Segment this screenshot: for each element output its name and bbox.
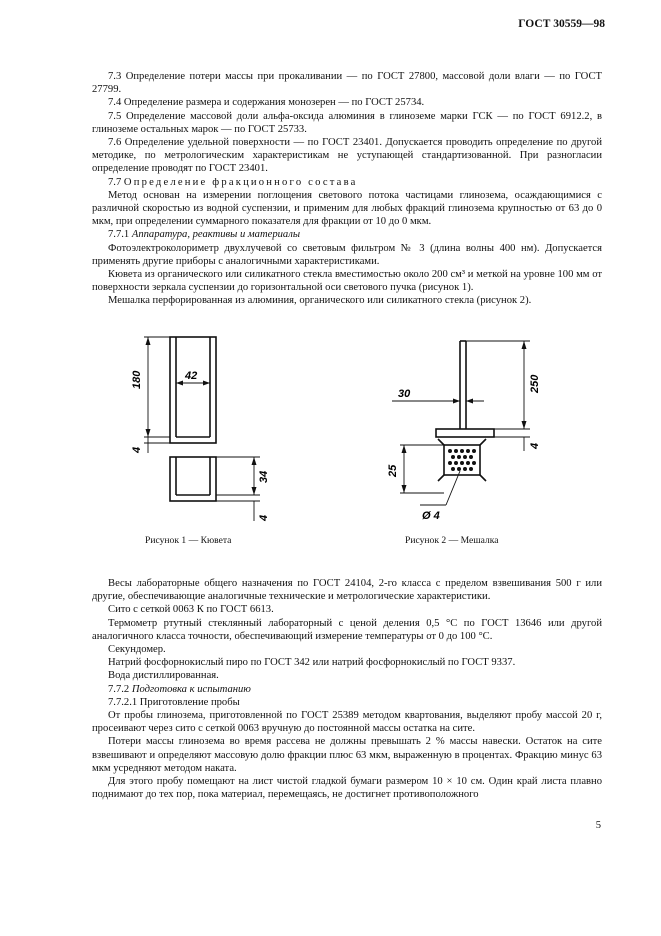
subsection-7-7-2-heading xyxy=(92,683,602,696)
subsection-7-7-2-number: 7.7.2 xyxy=(108,683,130,695)
paragraph-paper-sheet: Для этого пробу помещают на лист чистой гладкой бумаги размером 10 × 10 см. Один край листа плавно поднимают до тех пор, пока материал, перемещаясь, не достигнет противоположного xyxy=(92,776,602,801)
figure-1-dim-width: 42 xyxy=(185,370,198,382)
subsection-7-7-1-number: 7.7.1 xyxy=(108,229,130,241)
top-text-block xyxy=(92,70,602,308)
figure-1-cuvette-drawing xyxy=(120,325,280,530)
section-7-7-number: 7.7 xyxy=(108,176,122,188)
figure-1-dim-bottom: 34 xyxy=(258,470,270,483)
figure-2-dim-plate: 25 xyxy=(387,464,399,477)
figure-1-dim-base: 4 xyxy=(131,446,143,453)
paragraph-mass-loss: Потери массы глинозема во время рассева не должны превышать 2 % массы навески. Остаток на сите взвешивают и определяют массовую долю фракции плюс 63 мкм, выраженную в процентах. Фракцию минус 63 мкм усредняют методом наката. xyxy=(92,736,602,774)
paragraph-7-6: 7.6 Определение удельной поверхности — по ГОСТ 23401. Допускается проводить определение по другой методике, по метрологическим характеристикам не уступающей стандартизованной. При разногласии определение проводят по ГОСТ 23401. xyxy=(92,137,602,175)
paragraph-sieve: Сито с сеткой 0063 К по ГОСТ 6613. xyxy=(108,604,274,616)
figure-1-dim-height: 180 xyxy=(131,370,143,389)
figure-1-caption: Рисунок 1 — Кювета xyxy=(145,535,232,546)
figure-2-dim-base: 4 xyxy=(529,442,541,449)
figure-2-dim-hole: Ø 4 xyxy=(422,510,440,522)
paragraph-sodium-phosphate: Натрий фосфорнокислый пиро по ГОСТ 342 или натрий фосфорнокислый по ГОСТ 9337. xyxy=(108,657,516,669)
paragraph-scales: Весы лабораторные общего назначения по ГОСТ 24104, 2-го класса с пределом взвешивания 500 г или другие, обеспечивающие аналогичные технические и метрологические характеристики. xyxy=(92,578,602,603)
paragraph-sample-prep: От пробы глинозема, приготовленной по ГОСТ 25389 методом квартования, выделяют пробу массой 20 г, просеивают через сито с сеткой 0063 вручную до постоянной массы остатка на сите. xyxy=(92,710,602,735)
paragraph-7-3: 7.3 Определение потери массы при прокаливании — по ГОСТ 27800, массовой доли влаги — по ГОСТ 27799. xyxy=(92,71,602,96)
cuvette-front-outer xyxy=(170,337,216,443)
figure-2-stirrer-drawing xyxy=(380,325,560,530)
paragraph-7-4: 7.4 Определение размера и содержания монозерен — по ГОСТ 25734. xyxy=(108,97,425,109)
document-header: ГОСТ 30559—98 xyxy=(518,18,605,30)
subsection-7-7-2-title: Подготовка к испытанию xyxy=(131,683,251,695)
section-7-7-heading xyxy=(92,176,602,189)
apparatus-cuvette: Кювета из органического или силикатного стекла вместимостью около 200 см³ и меткой на уровне 100 мм от поверхности зеркала суспензии до горизонтальной оси светового пучка (рисунок 1). xyxy=(92,269,602,294)
page-number: 5 xyxy=(595,820,601,831)
stirrer-holes xyxy=(448,449,476,471)
paragraph-water: Вода дистиллированная. xyxy=(108,670,219,682)
paragraph-7-5: 7.5 Определение массовой доли альфа-оксида алюминия в глиноземе марки ГСК — по ГОСТ 6912.2, в глиноземе остальных марок — по ГОСТ 25733. xyxy=(92,110,602,135)
method-paragraph: Метод основан на измерении поглощения светового потока частицами глинозема, осаждающимися с различной скоростью из водной суспензии, и применим для любых фракций глинозема крупностью от 63 до 0 мкм, при определении суммарного показателя для фракции от 10 до 0 мкм. xyxy=(92,189,602,228)
figure-2-dim-rod: 30 xyxy=(398,388,411,400)
paragraph-thermometer: Термометр ртутный стеклянный лабораторный с ценой деления 0,5 °С по ГОСТ 13646 или другой аналогичного класса точности, обеспечивающий измерение температуры от 0 до 100 °С. xyxy=(92,617,602,642)
apparatus-photocolorimeter: Фотоэлектроколориметр двухлучевой со световым фильтром № 3 (длина волны 400 нм). Допускается применять другие приборы с аналогичными характеристиками. xyxy=(92,242,602,267)
bottom-text-block xyxy=(92,577,602,801)
subsection-7-7-1-title: Аппаратура, реактивы и материалы xyxy=(131,229,301,241)
figure-2-dim-height: 250 xyxy=(529,374,541,393)
subsection-7-7-2-1-heading: 7.7.2.1 Приготовление пробы xyxy=(108,696,240,708)
stirrer-base xyxy=(436,429,494,437)
figure-2-caption: Рисунок 2 — Мешалка xyxy=(405,535,499,546)
section-7-7-title: Определение фракционного состава xyxy=(123,176,358,188)
figure-1-dim-bottom-base: 4 xyxy=(258,514,270,521)
subsection-7-7-1-heading xyxy=(92,228,602,241)
paragraph-stopwatch: Секундомер. xyxy=(108,644,166,656)
apparatus-stirrer: Мешалка перфорированная из алюминия, органического или силикатного стекла (рисунок 2). xyxy=(108,295,532,307)
